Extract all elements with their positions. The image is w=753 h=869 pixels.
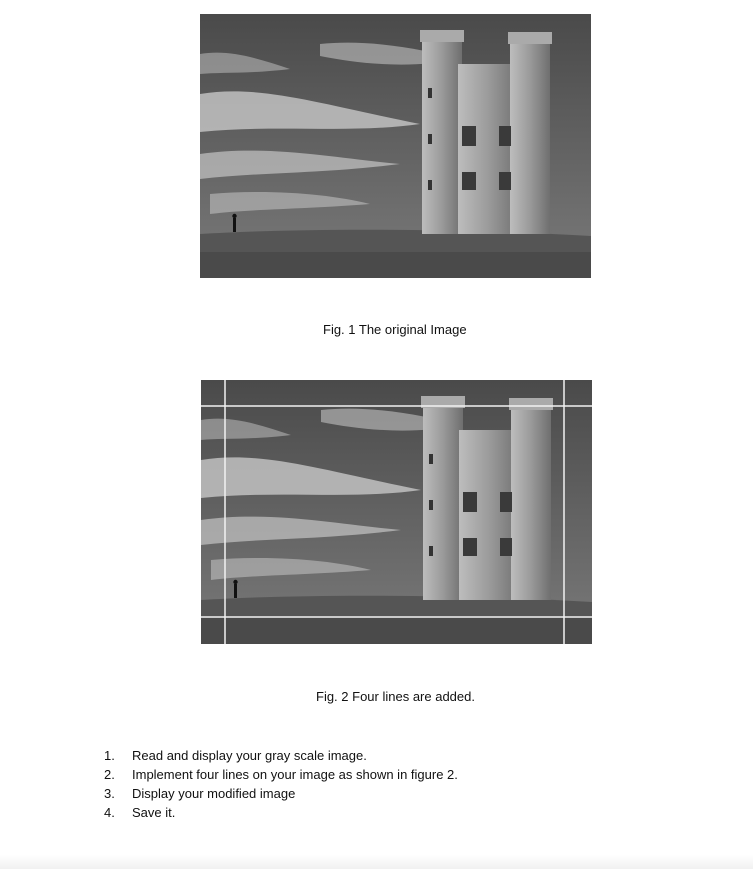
castle-photo-with-lines: [201, 380, 592, 644]
list-item-text: Implement four lines on your image as shown in figure 2.: [132, 767, 458, 782]
figure-1-caption: Fig. 1 The original Image: [323, 322, 467, 337]
list-item: [104, 765, 458, 784]
original-image: [200, 14, 591, 278]
list-item-text: Read and display your gray scale image.: [132, 748, 367, 763]
modified-image: [201, 380, 592, 644]
list-item: [104, 784, 458, 803]
list-item-number: 2.: [104, 767, 115, 782]
list-item-text: Save it.: [132, 805, 176, 820]
page-footer: [0, 855, 753, 869]
list-item: [104, 803, 458, 822]
list-item-number: 4.: [104, 805, 115, 820]
castle-photo: [200, 14, 591, 278]
list-item-number: 1.: [104, 748, 115, 763]
list-item: [104, 746, 458, 765]
list-item-number: 3.: [104, 786, 115, 801]
figure-2-caption: Fig. 2 Four lines are added.: [316, 689, 475, 704]
list-item-text: Display your modified image: [132, 786, 296, 801]
instruction-list: [104, 746, 458, 822]
